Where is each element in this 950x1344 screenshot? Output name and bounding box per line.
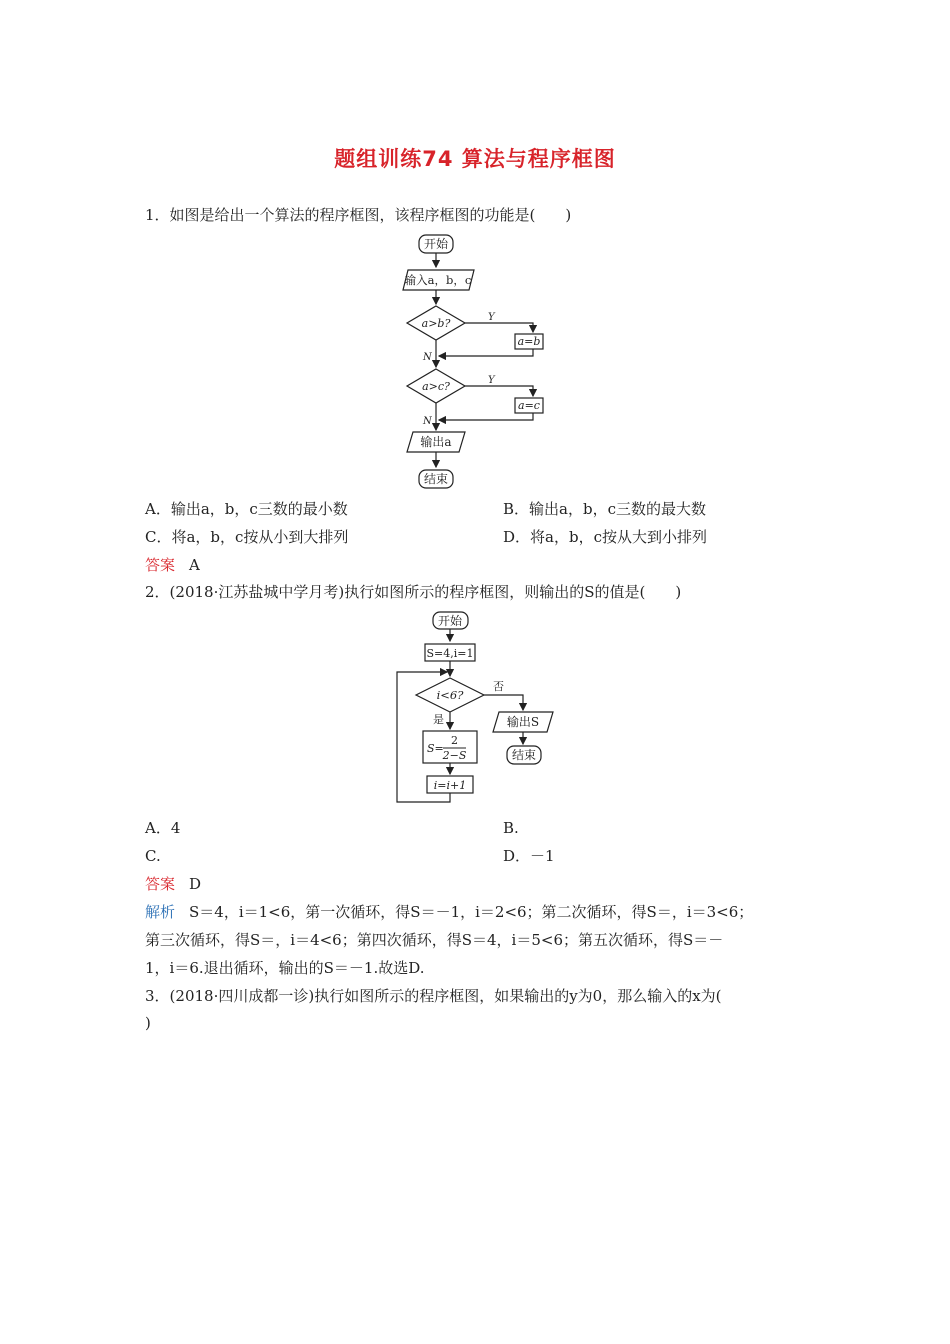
start-label: 开始 [437, 614, 463, 628]
yes-label-2: Y [488, 375, 495, 386]
end-label: 结束 [423, 472, 449, 486]
answer-1 [145, 555, 200, 575]
option-1a: A．输出a，b，c三数的最小数 [145, 500, 348, 518]
analysis-2-line-3: 1，i＝6.退出循环，输出的S＝－1.故选D. [145, 959, 425, 977]
flowchart-2 [390, 610, 560, 806]
option-1d: D．将a，b，c按从大到小排列 [503, 528, 707, 546]
condition-2-label: a>c? [422, 380, 450, 393]
option-1b: B．输出a，b，c三数的最大数 [503, 500, 706, 518]
start-label: 开始 [423, 237, 449, 251]
question-3-stem-end: ) [145, 1014, 151, 1032]
output-label: 输出a [420, 435, 452, 449]
answer-label: 答案 [145, 556, 176, 574]
analysis-label: 解析 [145, 903, 176, 921]
answer-2 [145, 874, 201, 894]
assign-lhs: S= [427, 742, 444, 755]
end-label: 结束 [511, 748, 537, 762]
page-title: 题组训练74 算法与程序框图 [334, 147, 616, 171]
option-2b: B. [503, 819, 519, 837]
input-label: 输入a，b，c [404, 273, 472, 287]
assign-numerator: 2 [451, 734, 458, 747]
option-2c: C. [145, 847, 161, 865]
yes-label: 是 [433, 713, 444, 726]
no-label-2: N [423, 416, 432, 427]
condition-1-label: a>b? [421, 317, 451, 330]
answer-label: 答案 [145, 875, 176, 893]
answer-value: A [189, 556, 200, 574]
analysis-2-line-1 [145, 902, 753, 922]
question-1-stem: 1．如图是给出一个算法的程序框图，该程序框图的功能是( ) [145, 206, 572, 224]
output-label: 输出S [506, 715, 540, 729]
assign-1-label: a=b [517, 335, 541, 348]
yes-label-1: Y [488, 312, 495, 323]
option-2a: A．4 [145, 819, 181, 837]
init-label: S=4,i=1 [426, 647, 474, 660]
option-2d: D．－1 [503, 847, 555, 865]
answer-value: D [189, 875, 202, 893]
no-label-1: N [423, 352, 432, 363]
assign-denominator: 2−S [442, 749, 467, 762]
question-2-stem: 2．(2018·江苏盐城中学月考)执行如图所示的程序框图，则输出的S的值是( ) [145, 583, 682, 601]
no-label: 否 [493, 680, 504, 693]
question-3-stem: 3．(2018·四川成都一诊)执行如图所示的程序框图，如果输出的y为0，那么输入的x为( [145, 987, 722, 1005]
assign-2-label: a=c [518, 399, 540, 412]
condition-label: i<6? [436, 688, 464, 702]
analysis-2-line-2: 第三次循环，得S＝，i＝4<6；第四次循环，得S＝4，i＝5<6；第五次循环，得S＝－ [145, 931, 724, 949]
option-1c: C．将a，b，c按从小到大排列 [145, 528, 349, 546]
increment-label: i=i+1 [433, 779, 467, 792]
analysis-text-1: S＝4，i＝1<6，第一次循环，得S＝－1，i＝2<6；第二次循环，得S＝，i＝3<6； [189, 903, 754, 921]
flowchart-1 [395, 232, 555, 490]
